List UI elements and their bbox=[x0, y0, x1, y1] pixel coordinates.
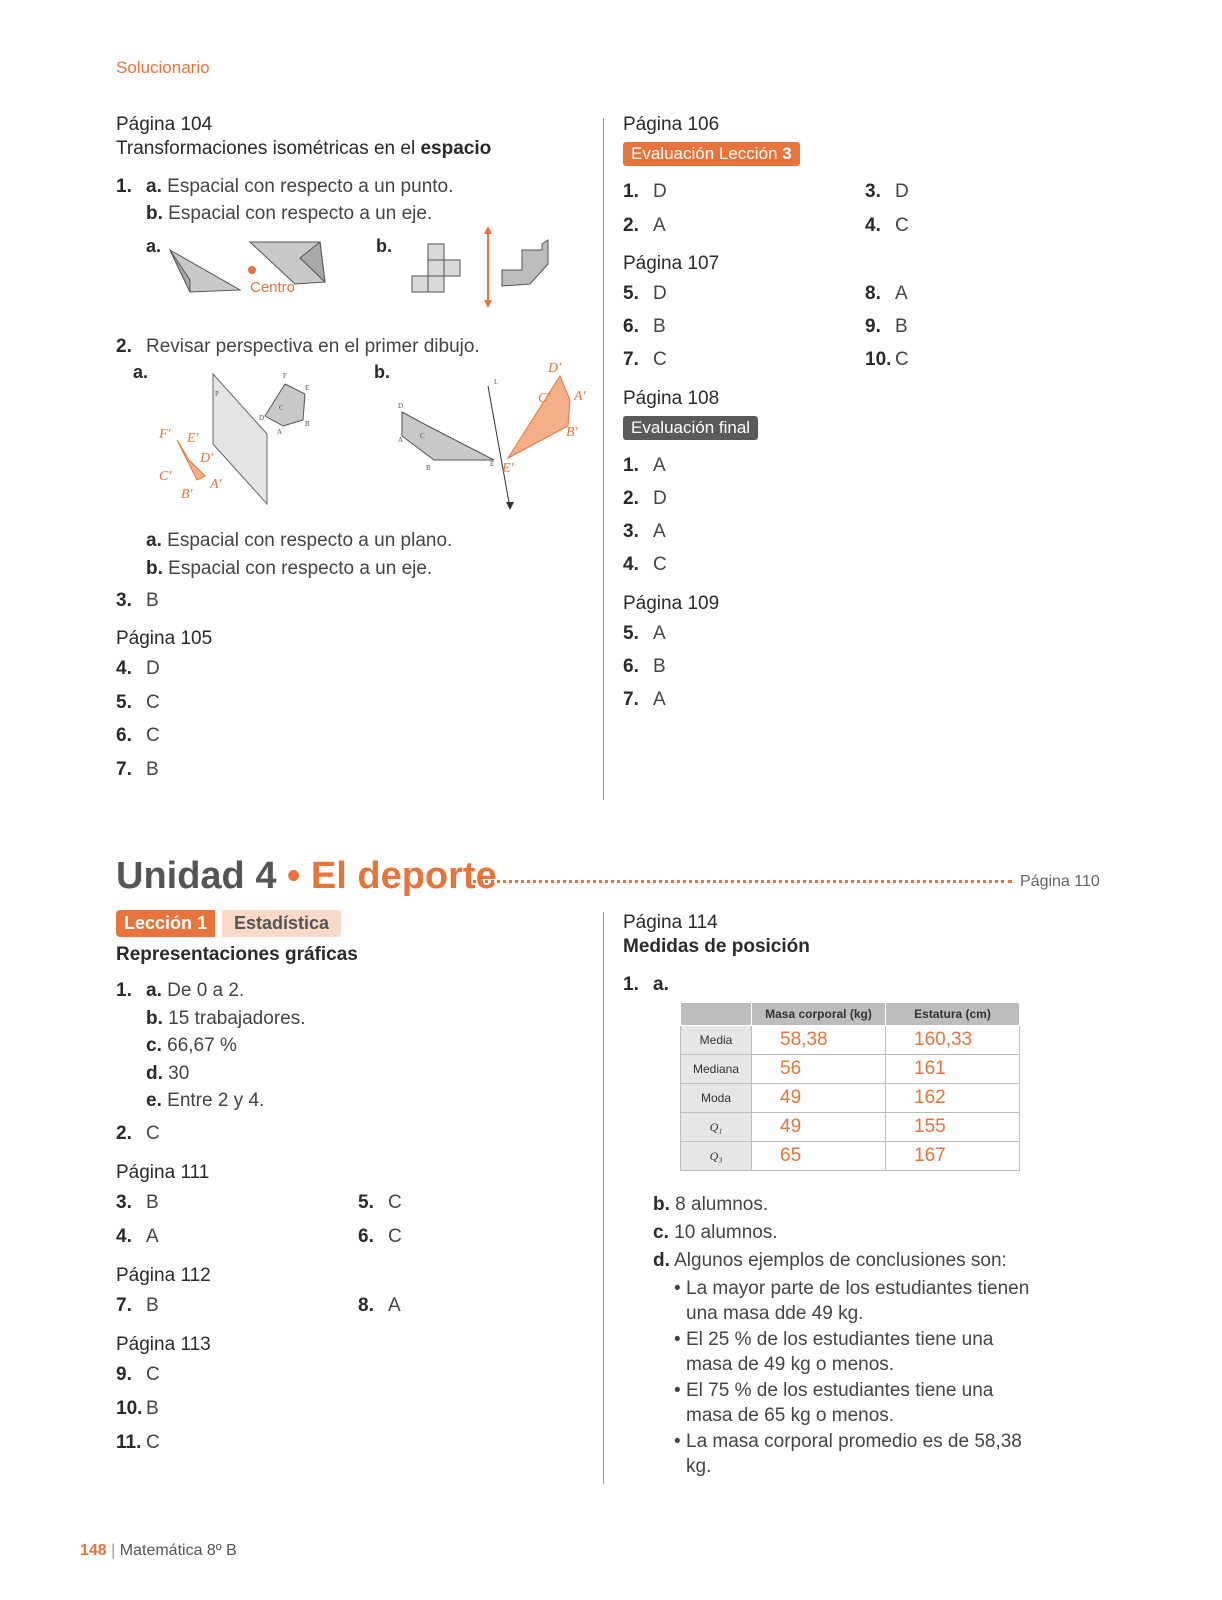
cell-mass: 56 bbox=[752, 1055, 886, 1084]
table-row bbox=[681, 1113, 1020, 1142]
fig2b-label: b. bbox=[374, 362, 390, 382]
dotted-leader bbox=[466, 880, 1012, 883]
fig-letter-d: D bbox=[259, 414, 265, 422]
column-divider-bottom bbox=[603, 912, 604, 1484]
table-row bbox=[681, 1142, 1020, 1171]
fig1b-label: b. bbox=[376, 236, 392, 256]
cubes-axis-symmetry-figure bbox=[410, 224, 580, 314]
list-item: • El 75 % de los estudiantes tiene una masa de 65 kg o menos. bbox=[674, 1380, 994, 1426]
list-item: • La mayor parte de los estudiantes tienen una masa dde 49 kg. bbox=[674, 1278, 1030, 1324]
fig-letter-d-prime: D′ bbox=[200, 451, 214, 466]
centro-label: Centro bbox=[250, 279, 296, 296]
p112-row-8: 8. A bbox=[358, 1295, 401, 1316]
axis-rotation-figure bbox=[398, 356, 598, 516]
cell-mass: 65 bbox=[752, 1142, 886, 1171]
section-header: Solucionario bbox=[116, 58, 210, 77]
p106-row-1: 1. D bbox=[623, 181, 667, 202]
lesson-topic-badge: Estadística bbox=[222, 910, 341, 937]
fig-letter-a: A bbox=[277, 428, 283, 436]
table-row bbox=[681, 1026, 1020, 1055]
fig-letter-b: B bbox=[305, 420, 310, 428]
fig-letter-b2: B bbox=[426, 464, 431, 472]
p107-row-6: 6. B bbox=[623, 316, 666, 337]
column-divider-top bbox=[603, 118, 604, 800]
row-label: Media bbox=[681, 1026, 752, 1055]
rep-graficas-title: Representaciones gráficas bbox=[116, 944, 358, 965]
row-label: Q₁ bbox=[681, 1113, 752, 1142]
fig-letter-a-prime2: A′ bbox=[574, 389, 586, 404]
p107-row-5: 5. D bbox=[623, 283, 667, 304]
q1a-row: 1. a. Espacial con respecto a un punto. bbox=[116, 176, 454, 197]
p111-row-5: 5. C bbox=[358, 1192, 402, 1213]
p114-q1b-row: b. 8 alumnos. bbox=[653, 1194, 769, 1215]
p107-row-7: 7. C bbox=[623, 349, 667, 370]
page-114-title: Medidas de posición bbox=[623, 936, 810, 957]
p108-row-2: 2. D bbox=[623, 488, 667, 509]
table-header-row bbox=[681, 1003, 1020, 1026]
fig-letter-b-prime2: B′ bbox=[566, 425, 578, 440]
evaluacion-leccion-3-badge: Evaluación Lección 3 bbox=[623, 142, 800, 166]
page-106-heading: Página 106 bbox=[623, 114, 720, 135]
unit-q2-row: 2. C bbox=[116, 1123, 160, 1144]
unit-q1b-row: b. 15 trabajadores. bbox=[146, 1008, 306, 1029]
fig-letter-l: L bbox=[494, 378, 499, 386]
fig2a-label: a. bbox=[133, 362, 149, 382]
p105-row-4: 4. D bbox=[116, 658, 160, 679]
list-item: • La masa corporal promedio es de 58,38 kg. bbox=[674, 1431, 1022, 1477]
row-label: Q₃ bbox=[681, 1142, 752, 1171]
page-108-heading: Página 108 bbox=[623, 388, 720, 409]
plane-reflection-figure bbox=[155, 370, 325, 520]
fig-letter-d-prime2: D′ bbox=[548, 361, 562, 376]
p111-row-6: 6. C bbox=[358, 1226, 402, 1247]
q2b-row: b. Espacial con respecto a un eje. bbox=[146, 558, 433, 579]
p107-row-10: 10. C bbox=[865, 349, 909, 370]
p113-row-10: 10. B bbox=[116, 1398, 159, 1419]
page-109-heading: Página 109 bbox=[623, 593, 720, 614]
p106-row-2: 2. A bbox=[623, 215, 666, 236]
p105-row-7: 7. B bbox=[116, 759, 159, 780]
p113-row-11: 11. C bbox=[116, 1432, 160, 1453]
fig-letter-e: E bbox=[305, 384, 310, 392]
page-111-heading: Página 111 bbox=[116, 1162, 210, 1183]
p111-row-4: 4. A bbox=[116, 1226, 159, 1247]
fig-letter-c-prime2: C′ bbox=[538, 391, 551, 406]
unit-q1a-row: 1. a. De 0 a 2. bbox=[116, 980, 245, 1001]
cell-mass: 49 bbox=[752, 1113, 886, 1142]
unit-page-number: Página 110 bbox=[1020, 873, 1100, 890]
p108-row-1: 1. A bbox=[623, 455, 666, 476]
page-104-heading: Página 104 bbox=[116, 114, 213, 135]
p105-row-6: 6. C bbox=[116, 725, 160, 746]
q3-row: 3. B bbox=[116, 590, 159, 611]
cell-height: 155 bbox=[886, 1113, 1020, 1142]
p109-row-5: 5. A bbox=[623, 623, 666, 644]
p107-row-8: 8. A bbox=[865, 283, 908, 304]
evaluacion-final-badge: Evaluación final bbox=[623, 416, 758, 440]
table-row bbox=[681, 1084, 1020, 1113]
p109-row-6: 6. B bbox=[623, 656, 666, 677]
unit-q1d-row: d. 30 bbox=[146, 1063, 190, 1084]
page-105-heading: Página 105 bbox=[116, 628, 213, 649]
fig-letter-b-prime: B′ bbox=[181, 487, 193, 502]
fig-letter-a-prime: A′ bbox=[210, 477, 222, 492]
position-measures-table bbox=[680, 1002, 1020, 1171]
fig-letter-f-prime: F′ bbox=[159, 427, 171, 442]
row-label: Mediana bbox=[681, 1055, 752, 1084]
unit-title: Unidad 4 • El deporte bbox=[116, 855, 497, 897]
cell-mass: 58,38 bbox=[752, 1026, 886, 1055]
fig-letter-c-prime: C′ bbox=[159, 469, 172, 484]
fig-letter-a2: A bbox=[398, 436, 404, 444]
table-row bbox=[681, 1055, 1020, 1084]
p114-q1c-row: c. 10 alumnos. bbox=[653, 1222, 778, 1243]
p108-row-4: 4. C bbox=[623, 554, 667, 575]
p109-row-7: 7. A bbox=[623, 689, 666, 710]
p111-row-3: 3. B bbox=[116, 1192, 159, 1213]
q2-row: 2. Revisar perspectiva en el primer dibujo. bbox=[116, 336, 480, 357]
cell-height: 161 bbox=[886, 1055, 1020, 1084]
fig-letter-c: C bbox=[279, 404, 284, 412]
page-footer: 148 | Matemática 8º B bbox=[80, 1542, 237, 1559]
list-item: • El 25 % de los estudiantes tiene una masa de 49 kg o menos. bbox=[674, 1329, 994, 1375]
p112-row-7: 7. B bbox=[116, 1295, 159, 1316]
fig-letter-e-prime: E′ bbox=[187, 431, 199, 446]
table-corner bbox=[681, 1003, 752, 1026]
fig-letter-e2: E bbox=[490, 460, 495, 468]
page-112-heading: Página 112 bbox=[116, 1265, 211, 1286]
fig-letter-c2: C bbox=[420, 432, 425, 440]
page-107-heading: Página 107 bbox=[623, 253, 720, 274]
q1b-row: b. Espacial con respecto a un eje. bbox=[146, 203, 433, 224]
col-header-mass: Masa corporal (kg) bbox=[752, 1003, 886, 1026]
fig-letter-e-prime2: E′ bbox=[502, 461, 514, 476]
page-104-title: Transformaciones isométricas en el espacio bbox=[116, 138, 492, 159]
cell-mass: 49 bbox=[752, 1084, 886, 1113]
unit-q1e-row: e. Entre 2 y 4. bbox=[146, 1090, 265, 1111]
fig-letter-p: P bbox=[215, 390, 219, 398]
cell-height: 162 bbox=[886, 1084, 1020, 1113]
fig-letter-d2: D bbox=[398, 402, 404, 410]
page-113-heading: Página 113 bbox=[116, 1334, 211, 1355]
p106-row-4: 4. C bbox=[865, 215, 909, 236]
p114-q1a-label: 1. a. bbox=[623, 974, 669, 995]
conclusions-list bbox=[674, 1276, 1034, 1479]
q2a-row: a. Espacial con respecto a un plano. bbox=[146, 530, 453, 551]
unit-q1c-row: c. 66,67 % bbox=[146, 1035, 237, 1056]
p108-row-3: 3. A bbox=[623, 521, 666, 542]
p106-row-3: 3. D bbox=[865, 181, 909, 202]
lesson-badge: Lección 1 bbox=[116, 910, 215, 937]
page-114-heading: Página 114 bbox=[623, 912, 718, 933]
cell-height: 160,33 bbox=[886, 1026, 1020, 1055]
cell-height: 167 bbox=[886, 1142, 1020, 1171]
col-header-height: Estatura (cm) bbox=[886, 1003, 1020, 1026]
p113-row-9: 9. C bbox=[116, 1364, 160, 1385]
p114-q1d-row: d. Algunos ejemplos de conclusiones son: bbox=[653, 1250, 1007, 1271]
p107-row-9: 9. B bbox=[865, 316, 908, 337]
p105-row-5: 5. C bbox=[116, 692, 160, 713]
fig1a-label: a. bbox=[146, 236, 162, 256]
fig-letter-f: F bbox=[283, 372, 287, 380]
row-label: Moda bbox=[681, 1084, 752, 1113]
